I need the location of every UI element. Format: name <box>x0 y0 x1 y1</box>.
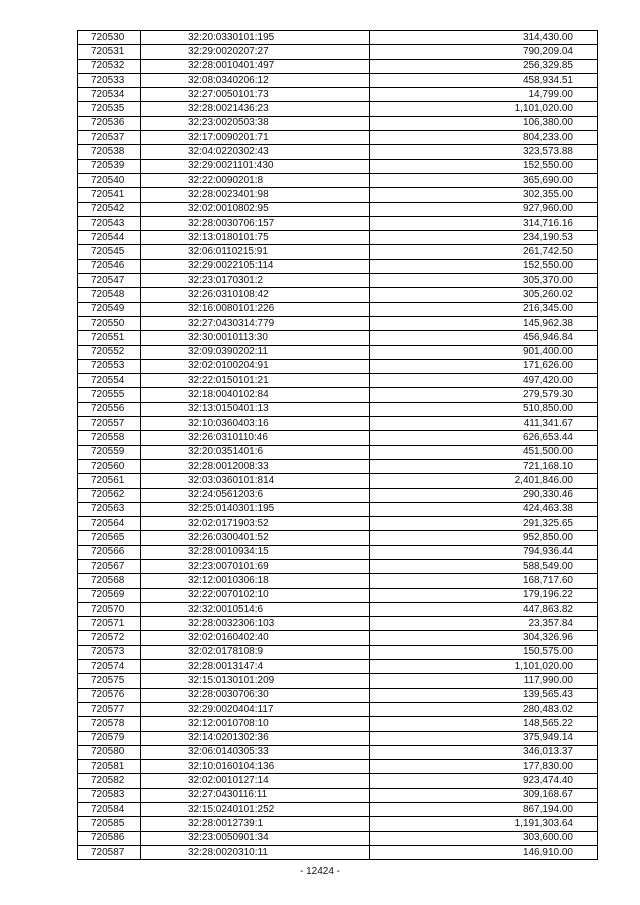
amount-cell: 302,355.00 <box>370 188 598 202</box>
table-row <box>78 574 598 588</box>
amount-cell: 280,483.02 <box>370 702 598 716</box>
table-row <box>78 374 598 388</box>
table-row <box>78 602 598 616</box>
record-id-cell: 720557 <box>78 417 141 431</box>
record-id-cell: 720552 <box>78 345 141 359</box>
table-row <box>78 188 598 202</box>
table-row <box>78 259 598 273</box>
cadastral-number-cell: 32:28:0010934:15 <box>141 545 370 559</box>
amount-cell: 365,690.00 <box>370 173 598 187</box>
record-id-cell: 720556 <box>78 402 141 416</box>
table-row <box>78 316 598 330</box>
table-row <box>78 359 598 373</box>
record-id-cell: 720540 <box>78 173 141 187</box>
record-id-cell: 720562 <box>78 488 141 502</box>
amount-cell: 14,799.00 <box>370 88 598 102</box>
table-row <box>78 288 598 302</box>
amount-cell: 804,233.00 <box>370 131 598 145</box>
cadastral-number-cell: 32:27:0430314:779 <box>141 316 370 330</box>
table-row <box>78 588 598 602</box>
cadastral-number-cell: 32:23:0050901:34 <box>141 831 370 845</box>
table-row <box>78 331 598 345</box>
record-id-cell: 720548 <box>78 288 141 302</box>
table-row <box>78 216 598 230</box>
record-id-cell: 720571 <box>78 617 141 631</box>
record-id-cell: 720585 <box>78 817 141 831</box>
table-row <box>78 817 598 831</box>
amount-cell: 411,341.67 <box>370 417 598 431</box>
amount-cell: 145,962.38 <box>370 316 598 330</box>
table-row <box>78 231 598 245</box>
table-row <box>78 803 598 817</box>
cadastral-number-cell: 32:14:0201302:36 <box>141 731 370 745</box>
table-row <box>78 159 598 173</box>
amount-cell: 314,430.00 <box>370 31 598 45</box>
cadastral-number-cell: 32:10:0160104:136 <box>141 760 370 774</box>
table-row <box>78 388 598 402</box>
table-row <box>78 502 598 516</box>
records-table <box>77 30 598 860</box>
table-row <box>78 402 598 416</box>
cadastral-number-cell: 32:28:0010401:497 <box>141 59 370 73</box>
amount-cell: 323,573.88 <box>370 145 598 159</box>
cadastral-number-cell: 32:26:0310108:42 <box>141 288 370 302</box>
cadastral-number-cell: 32:02:0171903:52 <box>141 517 370 531</box>
amount-cell: 790,209.04 <box>370 45 598 59</box>
amount-cell: 497,420.00 <box>370 374 598 388</box>
table-row <box>78 131 598 145</box>
table-row <box>78 474 598 488</box>
table-row <box>78 245 598 259</box>
record-id-cell: 720530 <box>78 31 141 45</box>
cadastral-number-cell: 32:26:0310110:46 <box>141 431 370 445</box>
table-row <box>78 445 598 459</box>
amount-cell: 927,960.00 <box>370 202 598 216</box>
record-id-cell: 720532 <box>78 59 141 73</box>
cadastral-number-cell: 32:02:0010127:14 <box>141 774 370 788</box>
table-row <box>78 745 598 759</box>
table-row <box>78 617 598 631</box>
amount-cell: 146,910.00 <box>370 845 598 859</box>
table-row <box>78 517 598 531</box>
amount-cell: 1,191,303.64 <box>370 817 598 831</box>
table-row <box>78 674 598 688</box>
cadastral-number-cell: 32:28:0020310:11 <box>141 845 370 859</box>
amount-cell: 588,549.00 <box>370 559 598 573</box>
record-id-cell: 720558 <box>78 431 141 445</box>
cadastral-number-cell: 32:29:0021101:430 <box>141 159 370 173</box>
record-id-cell: 720533 <box>78 73 141 87</box>
amount-cell: 309,168.67 <box>370 788 598 802</box>
cadastral-number-cell: 32:24:0561203:6 <box>141 488 370 502</box>
cadastral-number-cell: 32:23:0020503:38 <box>141 116 370 130</box>
record-id-cell: 720568 <box>78 574 141 588</box>
table-row <box>78 702 598 716</box>
table-row <box>78 660 598 674</box>
table-row <box>78 31 598 45</box>
record-id-cell: 720553 <box>78 359 141 373</box>
cadastral-number-cell: 32:22:0090201:8 <box>141 173 370 187</box>
cadastral-number-cell: 32:10:0360403:16 <box>141 417 370 431</box>
amount-cell: 456,946.84 <box>370 331 598 345</box>
record-id-cell: 720539 <box>78 159 141 173</box>
record-id-cell: 720575 <box>78 674 141 688</box>
record-id-cell: 720535 <box>78 102 141 116</box>
record-id-cell: 720541 <box>78 188 141 202</box>
table-row <box>78 145 598 159</box>
cadastral-number-cell: 32:02:0178108:9 <box>141 645 370 659</box>
amount-cell: 261,742.50 <box>370 245 598 259</box>
table-row <box>78 88 598 102</box>
amount-cell: 923,474.40 <box>370 774 598 788</box>
amount-cell: 179,196.22 <box>370 588 598 602</box>
amount-cell: 256,329.85 <box>370 59 598 73</box>
cadastral-number-cell: 32:04:0220302:43 <box>141 145 370 159</box>
amount-cell: 23,357.84 <box>370 617 598 631</box>
cadastral-number-cell: 32:27:0050101:73 <box>141 88 370 102</box>
table-row <box>78 831 598 845</box>
cadastral-number-cell: 32:22:0150101:21 <box>141 374 370 388</box>
cadastral-number-cell: 32:06:0140305:33 <box>141 745 370 759</box>
record-id-cell: 720564 <box>78 517 141 531</box>
amount-cell: 291,325.65 <box>370 517 598 531</box>
amount-cell: 1,101,020.00 <box>370 660 598 674</box>
cadastral-number-cell: 32:03:0360101:814 <box>141 474 370 488</box>
record-id-cell: 720570 <box>78 602 141 616</box>
amount-cell: 867,194.00 <box>370 803 598 817</box>
record-id-cell: 720543 <box>78 216 141 230</box>
cadastral-number-cell: 32:16:0080101:226 <box>141 302 370 316</box>
table-row <box>78 274 598 288</box>
table-row <box>78 73 598 87</box>
record-id-cell: 720555 <box>78 388 141 402</box>
record-id-cell: 720583 <box>78 788 141 802</box>
amount-cell: 150,575.00 <box>370 645 598 659</box>
record-id-cell: 720551 <box>78 331 141 345</box>
record-id-cell: 720538 <box>78 145 141 159</box>
cadastral-number-cell: 32:12:0010708:10 <box>141 717 370 731</box>
cadastral-number-cell: 32:29:0022105:114 <box>141 259 370 273</box>
amount-cell: 314,716.16 <box>370 216 598 230</box>
record-id-cell: 720580 <box>78 745 141 759</box>
cadastral-number-cell: 32:20:0351401:6 <box>141 445 370 459</box>
record-id-cell: 720554 <box>78 374 141 388</box>
cadastral-number-cell: 32:02:0010802:95 <box>141 202 370 216</box>
records-table-container <box>77 30 597 860</box>
table-row <box>78 102 598 116</box>
amount-cell: 216,345.00 <box>370 302 598 316</box>
amount-cell: 375,949.14 <box>370 731 598 745</box>
table-row <box>78 845 598 859</box>
cadastral-number-cell: 32:13:0180101:75 <box>141 231 370 245</box>
amount-cell: 106,380.00 <box>370 116 598 130</box>
amount-cell: 2,401,846.00 <box>370 474 598 488</box>
cadastral-number-cell: 32:20:0330101:195 <box>141 31 370 45</box>
amount-cell: 152,550.00 <box>370 259 598 273</box>
page-number: - 12424 - <box>299 866 341 877</box>
record-id-cell: 720545 <box>78 245 141 259</box>
cadastral-number-cell: 32:28:0032306:103 <box>141 617 370 631</box>
table-row <box>78 59 598 73</box>
cadastral-number-cell: 32:08:0340206:12 <box>141 73 370 87</box>
amount-cell: 168,717.60 <box>370 574 598 588</box>
cadastral-number-cell: 32:18:0040102:84 <box>141 388 370 402</box>
table-row <box>78 688 598 702</box>
amount-cell: 148,565.22 <box>370 717 598 731</box>
cadastral-number-cell: 32:25:0140301:195 <box>141 502 370 516</box>
table-row <box>78 459 598 473</box>
record-id-cell: 720584 <box>78 803 141 817</box>
cadastral-number-cell: 32:28:0023401:98 <box>141 188 370 202</box>
table-row <box>78 202 598 216</box>
cadastral-number-cell: 32:09:0390202:11 <box>141 345 370 359</box>
cadastral-number-cell: 32:17:0090201:71 <box>141 131 370 145</box>
amount-cell: 952,850.00 <box>370 531 598 545</box>
record-id-cell: 720547 <box>78 274 141 288</box>
record-id-cell: 720560 <box>78 459 141 473</box>
table-row <box>78 760 598 774</box>
record-id-cell: 720574 <box>78 660 141 674</box>
record-id-cell: 720534 <box>78 88 141 102</box>
record-id-cell: 720546 <box>78 259 141 273</box>
amount-cell: 447,863.82 <box>370 602 598 616</box>
amount-cell: 1,101,020.00 <box>370 102 598 116</box>
record-id-cell: 720578 <box>78 717 141 731</box>
cadastral-number-cell: 32:28:0021436:23 <box>141 102 370 116</box>
record-id-cell: 720542 <box>78 202 141 216</box>
cadastral-number-cell: 32:28:0030706:157 <box>141 216 370 230</box>
amount-cell: 424,463.38 <box>370 502 598 516</box>
record-id-cell: 720559 <box>78 445 141 459</box>
cadastral-number-cell: 32:02:0100204:91 <box>141 359 370 373</box>
cadastral-number-cell: 32:28:0012008:33 <box>141 459 370 473</box>
cadastral-number-cell: 32:12:0010306:18 <box>141 574 370 588</box>
record-id-cell: 720544 <box>78 231 141 245</box>
table-row <box>78 345 598 359</box>
record-id-cell: 720581 <box>78 760 141 774</box>
record-id-cell: 720572 <box>78 631 141 645</box>
records-table-body <box>78 31 598 860</box>
table-row <box>78 45 598 59</box>
cadastral-number-cell: 32:22:0070102:10 <box>141 588 370 602</box>
table-row <box>78 302 598 316</box>
amount-cell: 117,990.00 <box>370 674 598 688</box>
record-id-cell: 720577 <box>78 702 141 716</box>
table-row <box>78 645 598 659</box>
amount-cell: 721,168.10 <box>370 459 598 473</box>
record-id-cell: 720561 <box>78 474 141 488</box>
record-id-cell: 720565 <box>78 531 141 545</box>
cadastral-number-cell: 32:30:0010113:30 <box>141 331 370 345</box>
amount-cell: 234,190.53 <box>370 231 598 245</box>
amount-cell: 303,600.00 <box>370 831 598 845</box>
amount-cell: 305,260.02 <box>370 288 598 302</box>
amount-cell: 346,013.37 <box>370 745 598 759</box>
amount-cell: 139,565.43 <box>370 688 598 702</box>
amount-cell: 626,653.44 <box>370 431 598 445</box>
amount-cell: 901,400.00 <box>370 345 598 359</box>
record-id-cell: 720536 <box>78 116 141 130</box>
table-row <box>78 559 598 573</box>
table-row <box>78 545 598 559</box>
cadastral-number-cell: 32:28:0030706:30 <box>141 688 370 702</box>
record-id-cell: 720569 <box>78 588 141 602</box>
record-id-cell: 720573 <box>78 645 141 659</box>
record-id-cell: 720531 <box>78 45 141 59</box>
table-row <box>78 717 598 731</box>
record-id-cell: 720567 <box>78 559 141 573</box>
amount-cell: 279,579.30 <box>370 388 598 402</box>
amount-cell: 171,626.00 <box>370 359 598 373</box>
cadastral-number-cell: 32:28:0012739:1 <box>141 817 370 831</box>
cadastral-number-cell: 32:06:0110215:91 <box>141 245 370 259</box>
amount-cell: 152,550.00 <box>370 159 598 173</box>
cadastral-number-cell: 32:29:0020404:117 <box>141 702 370 716</box>
cadastral-number-cell: 32:02:0160402:40 <box>141 631 370 645</box>
amount-cell: 794,936.44 <box>370 545 598 559</box>
record-id-cell: 720566 <box>78 545 141 559</box>
amount-cell: 177,830.00 <box>370 760 598 774</box>
table-row <box>78 417 598 431</box>
amount-cell: 458,934.51 <box>370 73 598 87</box>
cadastral-number-cell: 32:13:0150401:13 <box>141 402 370 416</box>
record-id-cell: 720587 <box>78 845 141 859</box>
cadastral-number-cell: 32:29:0020207:27 <box>141 45 370 59</box>
table-row <box>78 431 598 445</box>
record-id-cell: 720550 <box>78 316 141 330</box>
amount-cell: 304,326.96 <box>370 631 598 645</box>
table-row <box>78 173 598 187</box>
record-id-cell: 720576 <box>78 688 141 702</box>
cadastral-number-cell: 32:23:0170301:2 <box>141 274 370 288</box>
record-id-cell: 720582 <box>78 774 141 788</box>
table-row <box>78 788 598 802</box>
record-id-cell: 720549 <box>78 302 141 316</box>
record-id-cell: 720537 <box>78 131 141 145</box>
table-row <box>78 631 598 645</box>
cadastral-number-cell: 32:15:0130101:209 <box>141 674 370 688</box>
table-row <box>78 116 598 130</box>
cadastral-number-cell: 32:28:0013147:4 <box>141 660 370 674</box>
table-row <box>78 731 598 745</box>
cadastral-number-cell: 32:23:0070101:69 <box>141 559 370 573</box>
amount-cell: 290,330.46 <box>370 488 598 502</box>
amount-cell: 451,500.00 <box>370 445 598 459</box>
cadastral-number-cell: 32:15:0240101:252 <box>141 803 370 817</box>
cadastral-number-cell: 32:26:0300401:52 <box>141 531 370 545</box>
table-row <box>78 774 598 788</box>
cadastral-number-cell: 32:27:0430116:11 <box>141 788 370 802</box>
table-row <box>78 488 598 502</box>
table-row <box>78 531 598 545</box>
cadastral-number-cell: 32:32:0010514:6 <box>141 602 370 616</box>
amount-cell: 510,850.00 <box>370 402 598 416</box>
record-id-cell: 720563 <box>78 502 141 516</box>
record-id-cell: 720579 <box>78 731 141 745</box>
amount-cell: 305,370.00 <box>370 274 598 288</box>
record-id-cell: 720586 <box>78 831 141 845</box>
